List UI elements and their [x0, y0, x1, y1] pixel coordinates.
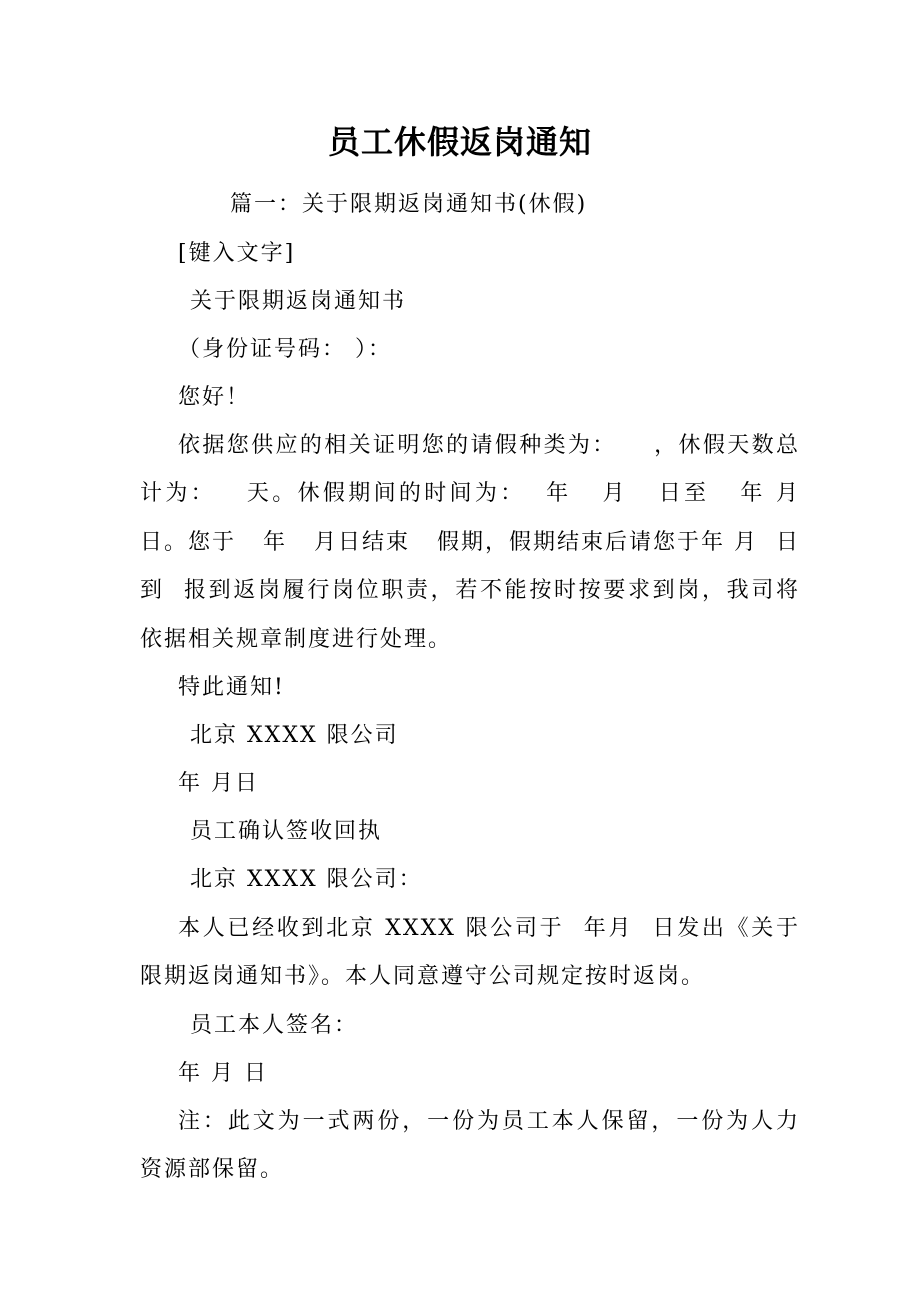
company-name: 北京 XXXX 限公司: [190, 723, 399, 748]
document-title: 员工休假返岗通知: [327, 123, 592, 161]
special-notice: 特此通知!: [178, 675, 285, 700]
receipt-company: 北京 XXXX 限公司：: [190, 867, 423, 892]
id-number-line: （身份证号码： ）：: [178, 337, 392, 362]
note-paragraph: 注：此文为一式两份，一份为员工本人保留，一份为人力资源部保留。: [140, 1109, 800, 1183]
signature-label: 员工本人签名：: [190, 1013, 359, 1038]
receipt-title: 员工确认签收回执: [190, 819, 383, 844]
notice-title: 关于限期返岗通知书: [190, 289, 407, 314]
section-subtitle: 篇一：关于限期返岗通知书(休假): [230, 192, 588, 217]
greeting: 您好！: [178, 385, 251, 410]
receipt-paragraph: 本人已经收到北京 XXXX 限公司于 年月 日发出《关于限期返岗通知书》。本人同意遵守公司规定按时返岗。: [140, 916, 800, 990]
date-line: 年 月日: [178, 771, 259, 796]
body-paragraph: 依据您供应的相关证明您的请假种类为： ，休假天数总计为： 天。休假期间的时间为： 年 月 日至 年 月 日。您于 年 月日结束 假期，假期结束后请您于年 月 日到 报到返岗履行岗位职责，若不能按时按要求到岗，我司将依据相关规章制度进行处理。: [140, 433, 827, 652]
placeholder-text: [键入文字]: [178, 241, 296, 266]
signature-date: 年 月 日: [178, 1061, 268, 1086]
